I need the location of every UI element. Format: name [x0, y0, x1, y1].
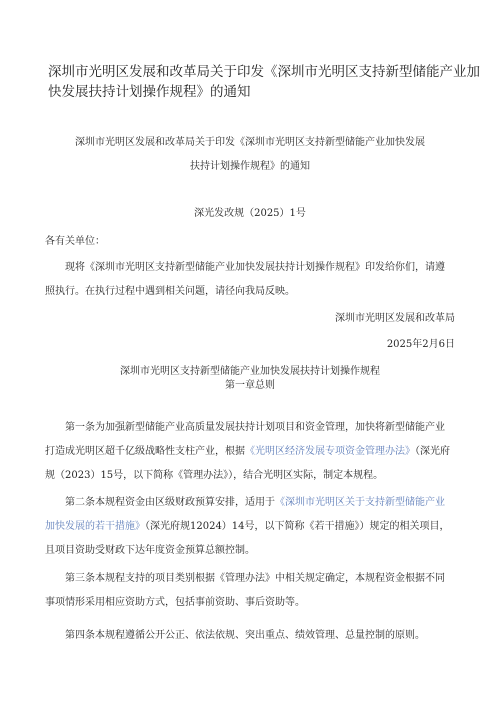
intro-line-1: 现将《深圳市光明区支持新型储能产业加快发展扶持计划操作规程》印发给你们，请遵	[65, 262, 445, 273]
article-4-line-1: 第四条本规程遵循公开公正、依法依规、突出重点、绩效管理、总量控制的原则。	[65, 630, 425, 641]
management-measures-link[interactable]: 《光明区经济发展专项资金管理办法》	[245, 446, 415, 457]
salutation: 各有关单位：	[45, 236, 105, 247]
intro-line-2: 照执行。在执行过程中遇到相关问题，请径向我局反映。	[45, 286, 295, 297]
article-1-text: 打造成光明区超千亿级战略性支柱产业，根据	[45, 446, 245, 457]
measures-link-continued[interactable]: 加快发展的若干措施》	[45, 521, 145, 532]
measures-link[interactable]: 《深圳市光明区关于支持新型储能产业	[275, 497, 445, 508]
subtitle-line-1: 深圳市光明区发展和改革局关于印发《深圳市光明区支持新型储能产业加快发展	[75, 137, 425, 148]
article-1-line-1: 第一条为加强新型储能产业高质量发展扶持计划项目和资金管理，加快将新型储能产业	[65, 422, 445, 433]
article-1-text: （深光府	[415, 446, 450, 457]
document-number: 深光发改规（2025）1号	[194, 208, 306, 219]
article-3-line-2: 事项情形采用相应资助方式，包括事前资助、事后资助等。	[45, 597, 305, 608]
article-1-line-2	[45, 445, 450, 459]
article-2-line-1	[65, 496, 445, 510]
chapter-title: 第一章总则	[225, 380, 275, 391]
article-1-line-3: 规（2023）15号，以下简称《管理办法》），结合光明区实际，制定本规程。	[45, 470, 384, 481]
article-2-line-3: 且项目资助受财政下达年度资金预算总额控制。	[45, 545, 255, 556]
subtitle-line-2: 扶持计划操作规程》的通知	[190, 161, 310, 172]
article-2-text: 第二条本规程资金由区级财政预算安排，适用于	[65, 497, 275, 508]
issuer: 深圳市光明区发展和改革局	[335, 313, 455, 324]
article-3-line-1: 第三条本规程支持的项目类别根据《管理办法》中相关规定确定，本规程资金根据不同	[65, 573, 445, 584]
issue-date: 2025年2月6日	[386, 339, 455, 350]
article-2-line-2	[45, 520, 450, 534]
document-title-line-2: 快发展扶持计划操作规程》的通知	[48, 84, 251, 100]
regulation-title: 深圳市光明区支持新型储能产业加快发展扶持计划操作规程	[120, 366, 380, 377]
document-title-line-1: 深圳市光明区发展和改革局关于印发《深圳市光明区支持新型储能产业加	[48, 64, 480, 80]
article-2-text: （深光府规12024）14号，以下简称《若干措施》）规定的相关项目，	[145, 521, 450, 532]
